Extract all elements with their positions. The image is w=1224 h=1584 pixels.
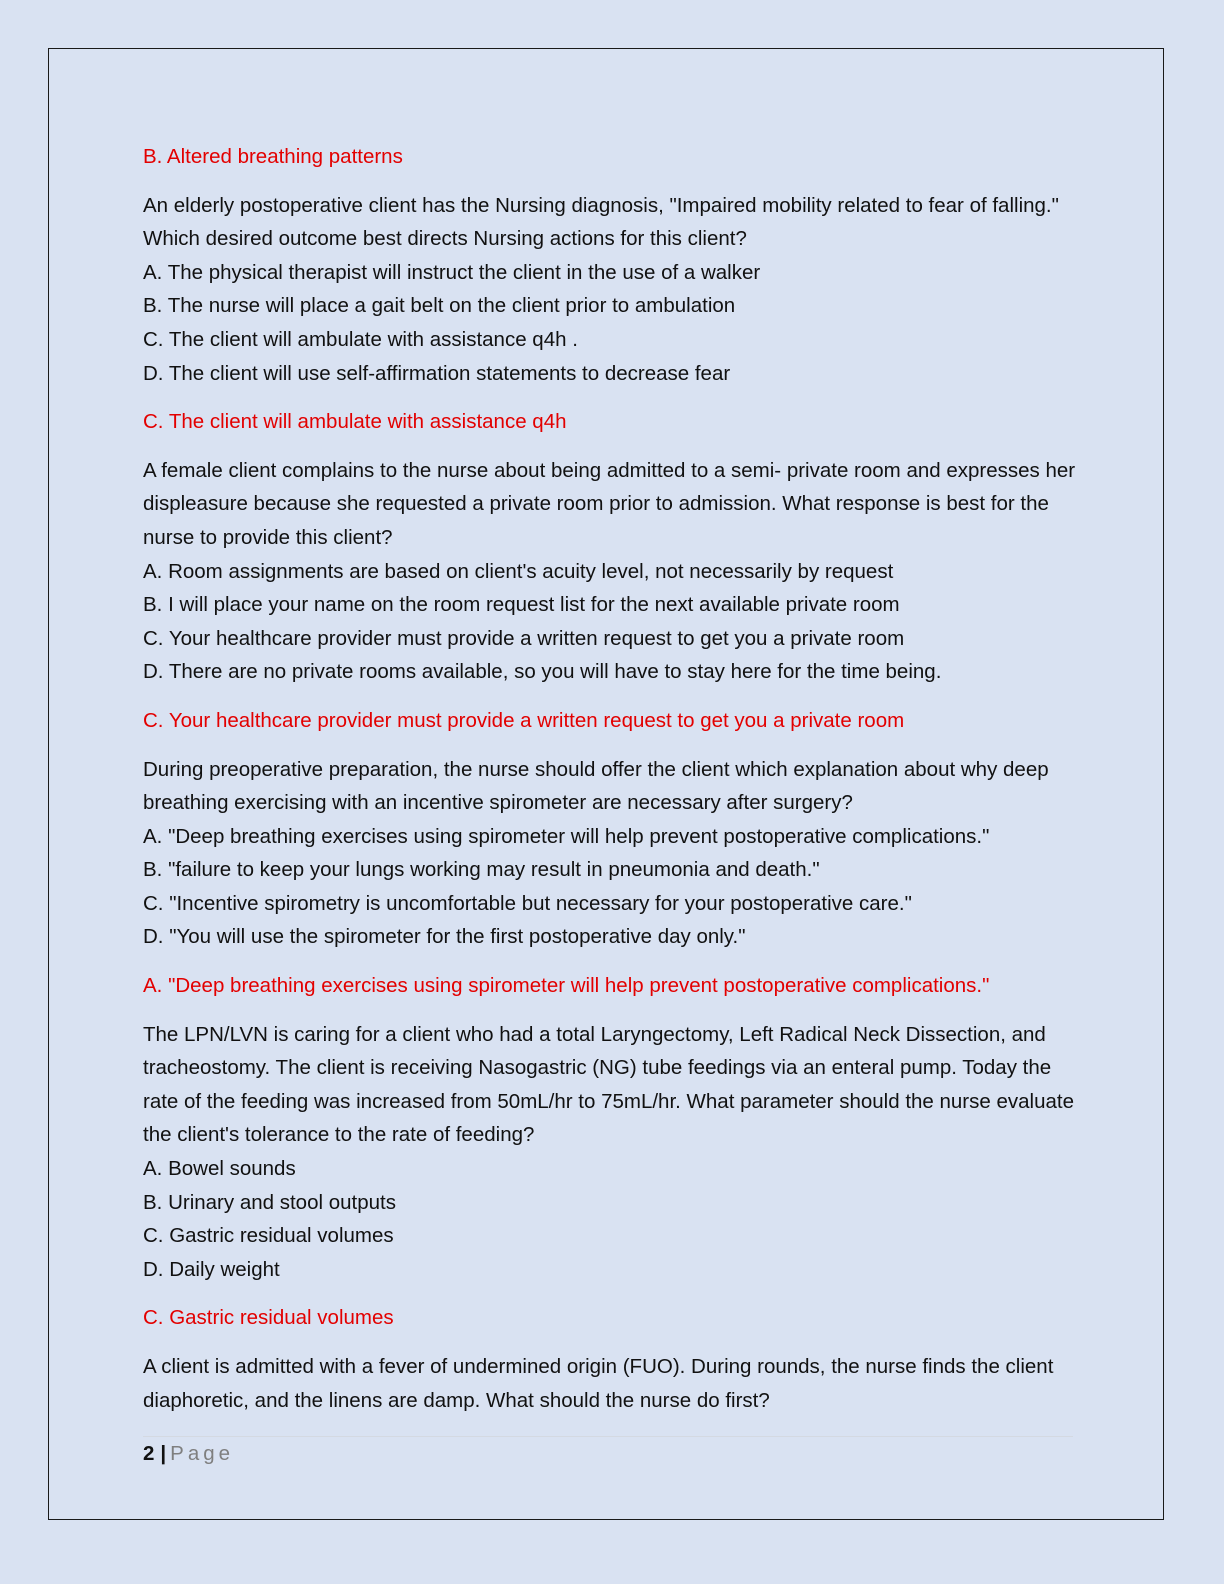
question-stem: During preoperative preparation, the nurse should offer the client which explanation about why deep breathing exercising with an incentive spirometer are necessary after surgery? (143, 757, 1049, 815)
document-body (143, 140, 1083, 1432)
option-b: B. The nurse will place a gait belt on the client prior to ambulation (143, 294, 736, 318)
question-stem: The LPN/LVN is caring for a client who had a total Laryngectomy, Left Radical Neck Dissection, and tracheostomy. The client is receiving Nasogastric (NG) tube feedings via an enteral pump. Today the rate of the feeding was increased from 50mL/hr to 75mL/hr. What parameter should the nurse evaluate the client's tolerance to the rate of feeding? (143, 1022, 1074, 1147)
answer-text: C. Gastric residual volumes (143, 1306, 394, 1330)
page-footer (143, 1438, 234, 1470)
option-a: A. Bowel sounds (143, 1157, 296, 1181)
option-d: D. There are no private rooms available, so you will have to stay here for the time being. (143, 660, 942, 684)
option-b: B. Urinary and stool outputs (143, 1190, 396, 1214)
answer-text: C. The client will ambulate with assistance q4h (143, 410, 567, 434)
option-a: A. The physical therapist will instruct the client in the use of a walker (143, 260, 761, 284)
option-b: B. I will place your name on the room request list for the next available private room (143, 593, 900, 617)
option-b: B. "failure to keep your lungs working may result in pneumonia and death." (143, 858, 820, 882)
option-c: C. Gastric residual volumes (143, 1224, 394, 1248)
question-stem: An elderly postoperative client has the Nursing diagnosis, "Impaired mobility related to fear of falling." Which desired outcome best directs Nursing actions for this client? (143, 193, 1059, 251)
question-block (143, 454, 1083, 689)
option-a: A. "Deep breathing exercises using spirometer will help prevent postoperative complications." (143, 824, 990, 848)
option-c: C. "Incentive spirometry is uncomfortable but necessary for your postoperative care." (143, 891, 912, 915)
option-c: C. Your healthcare provider must provide a written request to get you a private room (143, 626, 905, 650)
option-d: D. The client will use self-affirmation statements to decrease fear (143, 361, 731, 385)
option-c: C. The client will ambulate with assistance q4h . (143, 327, 578, 351)
question-stem: A client is admitted with a fever of undermined origin (FUO). During rounds, the nurse finds the client diaphoretic, and the linens are damp. What should the nurse do first? (143, 1355, 1054, 1412)
question-block (143, 753, 1083, 955)
question-stem: A female client complains to the nurse about being admitted to a semi- private room and expresses her displeasure because she requested a private room prior to admission. What response is best for the nurse to provide this client? (143, 458, 1076, 549)
question-block (143, 189, 1083, 391)
answer-text: B. Altered breathing patterns (143, 145, 403, 168)
answer-text: A. "Deep breathing exercises using spirometer will help prevent postoperative complications." (143, 974, 990, 998)
option-a: A. Room assignments are based on client's acuity level, not necessarily by request (143, 559, 894, 583)
answer-text: C. Your healthcare provider must provide a written request to get you a private room (143, 708, 905, 732)
option-d: D. "You will use the spirometer for the first postoperative day only." (143, 925, 746, 949)
question-block (143, 1350, 1083, 1417)
page-label: Page (170, 1442, 235, 1465)
page-number: 2 (143, 1442, 155, 1465)
option-d: D. Daily weight (143, 1257, 280, 1281)
footer-separator: | (160, 1442, 167, 1465)
footer-divider (143, 1436, 1073, 1437)
question-block (143, 1018, 1083, 1287)
